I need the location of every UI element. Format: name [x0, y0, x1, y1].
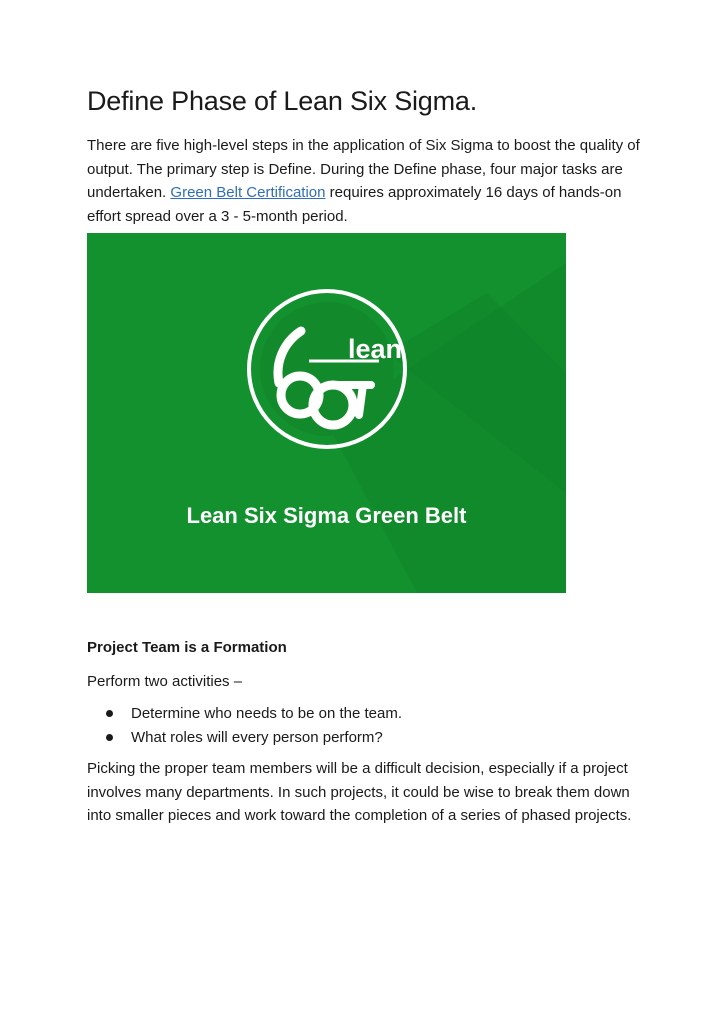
- list-item-text: Determine who needs to be on the team.: [131, 705, 402, 722]
- activities-list: [87, 702, 402, 750]
- logo-lean-text: lean: [348, 334, 403, 364]
- closing-paragraph: Picking the proper team members will be a difficult decision, especially if a project involves many departments. In such projects, it could be wise to break them down into smaller pieces and work toward the completion of a series of phased projects.: [87, 760, 632, 824]
- section-heading: Project Team is a Formation: [87, 639, 287, 656]
- page-title: Define Phase of Lean Six Sigma.: [87, 86, 478, 116]
- green-belt-certification-link[interactable]: Green Belt Certification: [170, 184, 326, 201]
- banner-graphic: [87, 233, 566, 593]
- list-item: [87, 702, 402, 726]
- list-item: [87, 726, 402, 750]
- intro-paragraph: [87, 134, 647, 228]
- green-belt-banner-image: [87, 233, 566, 593]
- section-lead: Perform two activities –: [87, 673, 243, 690]
- six-sigma-lean-logo-icon: [249, 291, 405, 447]
- intro-text-start: There are five high-level steps in the application of Six Sigma to boost the quality of output. The primary step is Define. During the Define phase, four major tasks are undertaken.: [87, 137, 640, 201]
- list-item-text: What roles will every person perform?: [131, 729, 383, 746]
- bullet-icon: [106, 710, 113, 717]
- banner-caption: Lean Six Sigma Green Belt: [186, 503, 467, 528]
- bullet-icon: [106, 734, 113, 741]
- intro-text-end: requires approximately 16 days of hands-on effort spread over a 3 - 5-month period.: [87, 184, 622, 225]
